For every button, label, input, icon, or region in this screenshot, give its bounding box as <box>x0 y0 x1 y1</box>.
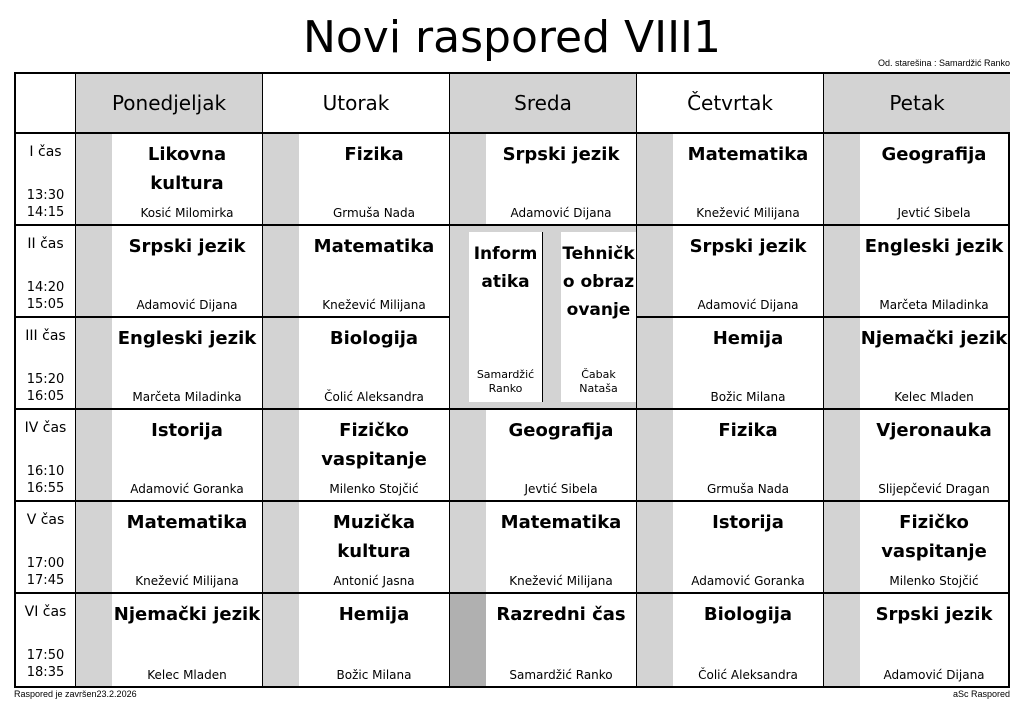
lesson-mon-2 <box>75 226 262 318</box>
lesson-teacher: Knežević Milijana <box>509 574 613 588</box>
lesson-bar <box>637 226 673 316</box>
period-end: 18:35 <box>26 665 65 680</box>
lesson-bar <box>76 594 112 686</box>
lesson-bar <box>824 134 860 224</box>
period-2 <box>16 226 75 318</box>
period-times <box>16 371 75 405</box>
lesson-subject: Vjeronauka <box>876 420 992 441</box>
lesson-teacher: Milenko Stojčić <box>889 574 979 588</box>
period-times <box>16 279 75 313</box>
lesson-subject: Biologija <box>703 604 793 625</box>
period-name: IV čas <box>24 420 67 436</box>
lesson-bar <box>263 594 299 686</box>
lesson-subject: Fizičko vaspitanje <box>321 420 427 470</box>
lesson-thu-5 <box>636 502 823 594</box>
lesson-mon-5 <box>75 502 262 594</box>
period-start: 17:50 <box>26 648 65 663</box>
period-start: 13:30 <box>26 188 65 203</box>
period-end: 14:15 <box>26 205 65 220</box>
period-1 <box>16 134 75 226</box>
lesson-teacher: Marčeta Miladinka <box>879 298 989 312</box>
lesson-teacher: Kelec Mladen <box>894 390 974 404</box>
period-end: 15:05 <box>26 297 65 312</box>
lesson-wed-5 <box>449 502 636 594</box>
head-teacher: Od. starešina : Samardžić Ranko <box>877 58 1010 68</box>
period-start: 15:20 <box>26 372 65 387</box>
lesson-subject: Matematika <box>500 512 622 533</box>
lesson-subject: Hemija <box>338 604 410 625</box>
lesson-bar <box>824 226 860 316</box>
split-lesson-informatika <box>469 232 543 402</box>
period-end: 17:45 <box>26 573 65 588</box>
lesson-teacher: Marčeta Miladinka <box>132 390 242 404</box>
day-header-mon: Ponedjeljak <box>75 74 262 134</box>
lesson-subject: Njemački jezik <box>113 604 261 625</box>
period-6 <box>16 594 75 686</box>
lesson-bar <box>637 318 673 408</box>
lesson-teacher: Adamović Dijana <box>697 298 799 312</box>
lesson-bar <box>824 410 860 500</box>
lesson-teacher: Antonić Jasna <box>333 574 415 588</box>
period-name: V čas <box>26 512 65 528</box>
lesson-subject: Hemija <box>712 328 784 349</box>
lesson-subject: Engleski jezik <box>864 236 1004 257</box>
lesson-teacher: Adamović Dijana <box>510 206 612 220</box>
lesson-subject: Tehničk o obraz ovanje <box>562 244 635 320</box>
lesson-subject: Srpski jezik <box>875 604 993 625</box>
day-header-tue: Utorak <box>262 74 449 134</box>
lesson-bar <box>450 134 486 224</box>
period-times <box>16 555 75 589</box>
lesson-fri-3 <box>823 318 1008 410</box>
lesson-tue-3 <box>262 318 449 410</box>
lesson-thu-4 <box>636 410 823 502</box>
lesson-subject: Biologija <box>329 328 419 349</box>
corner-cell <box>16 74 75 134</box>
period-start: 16:10 <box>26 464 65 479</box>
lesson-teacher: Grmuša Nada <box>706 482 790 496</box>
period-4 <box>16 410 75 502</box>
lesson-bar <box>637 502 673 592</box>
lesson-tue-6 <box>262 594 449 686</box>
lesson-subject: Fizičko vaspitanje <box>881 512 987 562</box>
lesson-subject: Matematika <box>313 236 435 257</box>
lesson-thu-6 <box>636 594 823 686</box>
lesson-bar <box>263 502 299 592</box>
timetable-grid <box>14 72 1010 688</box>
lesson-subject: Razredni čas <box>496 604 626 625</box>
period-name: II čas <box>27 236 64 252</box>
period-name: I čas <box>29 144 62 160</box>
lesson-bar <box>76 318 112 408</box>
lesson-bar <box>76 502 112 592</box>
lesson-fri-4 <box>823 410 1008 502</box>
lesson-teacher: Knežević Milijana <box>696 206 800 220</box>
lesson-bar <box>824 502 860 592</box>
day-header-fri: Petak <box>823 74 1010 134</box>
period-times <box>16 187 75 221</box>
lesson-subject: Istorija <box>712 512 784 533</box>
footer-app-name: aSc Raspored <box>952 689 1010 699</box>
lesson-subject: Geografija <box>881 144 987 165</box>
lesson-teacher: Čolić Aleksandra <box>324 390 424 404</box>
lesson-teacher: Adamović Goranka <box>691 574 805 588</box>
lesson-fri-5 <box>823 502 1008 594</box>
lesson-bar <box>76 134 112 224</box>
lesson-teacher: Božic Milana <box>336 668 412 682</box>
lesson-subject: Geografija <box>508 420 614 441</box>
lesson-thu-2 <box>636 226 823 318</box>
lesson-subject: Matematika <box>687 144 809 165</box>
lesson-mon-3 <box>75 318 262 410</box>
lesson-bar <box>450 502 486 592</box>
period-name: VI čas <box>24 604 67 620</box>
lesson-teacher: Čabak Nataša <box>579 368 618 395</box>
lesson-subject: Matematika <box>126 512 248 533</box>
lesson-subject: Srpski jezik <box>128 236 246 257</box>
day-header-thu: Četvrtak <box>636 74 823 134</box>
lesson-teacher: Kosić Milomirka <box>140 206 234 220</box>
lesson-tue-1 <box>262 134 449 226</box>
page-title: Novi raspored VIII1 <box>302 12 722 63</box>
lesson-bar <box>637 594 673 686</box>
lesson-teacher: Samardžić Ranko <box>476 368 535 395</box>
lesson-subject: Njemački jezik <box>860 328 1008 349</box>
lesson-teacher: Milenko Stojčić <box>329 482 419 496</box>
lesson-teacher: Grmuša Nada <box>332 206 416 220</box>
lesson-fri-2 <box>823 226 1008 318</box>
lesson-tue-2 <box>262 226 449 318</box>
lesson-bar <box>824 594 860 686</box>
lesson-thu-3 <box>636 318 823 410</box>
day-header-wed: Sreda <box>449 74 636 134</box>
lesson-subject: Srpski jezik <box>689 236 807 257</box>
lesson-fri-6 <box>823 594 1008 686</box>
period-end: 16:55 <box>26 481 65 496</box>
period-5 <box>16 502 75 594</box>
lesson-bar <box>263 410 299 500</box>
period-3 <box>16 318 75 410</box>
lesson-subject: Muzička kultura <box>332 512 416 562</box>
period-times <box>16 647 75 681</box>
lesson-fri-1 <box>823 134 1008 226</box>
lesson-bar <box>824 318 860 408</box>
lesson-teacher: Jevtić Sibela <box>897 206 971 220</box>
lesson-teacher: Adamović Goranka <box>130 482 244 496</box>
lesson-thu-1 <box>636 134 823 226</box>
lesson-tue-4 <box>262 410 449 502</box>
lesson-subject: Srpski jezik <box>502 144 620 165</box>
lesson-teacher: Čolić Aleksandra <box>698 668 798 682</box>
lesson-bar <box>450 594 486 686</box>
lesson-bar <box>450 410 486 500</box>
lesson-bar <box>263 318 299 408</box>
lesson-teacher: Knežević Milijana <box>135 574 239 588</box>
lesson-teacher: Kelec Mladen <box>147 668 227 682</box>
lesson-teacher: Adamović Dijana <box>883 668 985 682</box>
lesson-bar <box>76 410 112 500</box>
split-lesson-tehnicko <box>561 232 636 402</box>
lesson-mon-4 <box>75 410 262 502</box>
lesson-teacher: Knežević Milijana <box>322 298 426 312</box>
lesson-mon-1 <box>75 134 262 226</box>
lesson-bar <box>263 134 299 224</box>
period-start: 14:20 <box>26 280 65 295</box>
period-name: III čas <box>25 328 66 344</box>
lesson-teacher: Samardžić Ranko <box>509 668 613 682</box>
lesson-subject: Fizika <box>344 144 404 165</box>
lesson-wed-6 <box>449 594 636 686</box>
period-times <box>16 463 75 497</box>
lesson-subject: Likovna kultura <box>147 144 227 194</box>
lesson-subject: Fizika <box>718 420 778 441</box>
period-start: 17:00 <box>26 556 65 571</box>
lesson-bar <box>637 134 673 224</box>
lesson-mon-6 <box>75 594 262 686</box>
lesson-wed-4 <box>449 410 636 502</box>
lesson-subject: Inform atika <box>473 244 538 292</box>
lesson-teacher: Slijepčević Dragan <box>878 482 990 496</box>
lesson-subject: Istorija <box>151 420 223 441</box>
lesson-wed-2-3-split <box>449 226 636 410</box>
lesson-teacher: Jevtić Sibela <box>524 482 598 496</box>
lesson-subject: Engleski jezik <box>117 328 257 349</box>
lesson-teacher: Božic Milana <box>710 390 786 404</box>
lesson-teacher: Adamović Dijana <box>136 298 238 312</box>
lesson-bar <box>76 226 112 316</box>
lesson-tue-5 <box>262 502 449 594</box>
footer-completed-date: Raspored je završen23.2.2026 <box>14 689 137 699</box>
lesson-bar <box>263 226 299 316</box>
period-end: 16:05 <box>26 389 65 404</box>
lesson-bar <box>637 410 673 500</box>
lesson-wed-1 <box>449 134 636 226</box>
